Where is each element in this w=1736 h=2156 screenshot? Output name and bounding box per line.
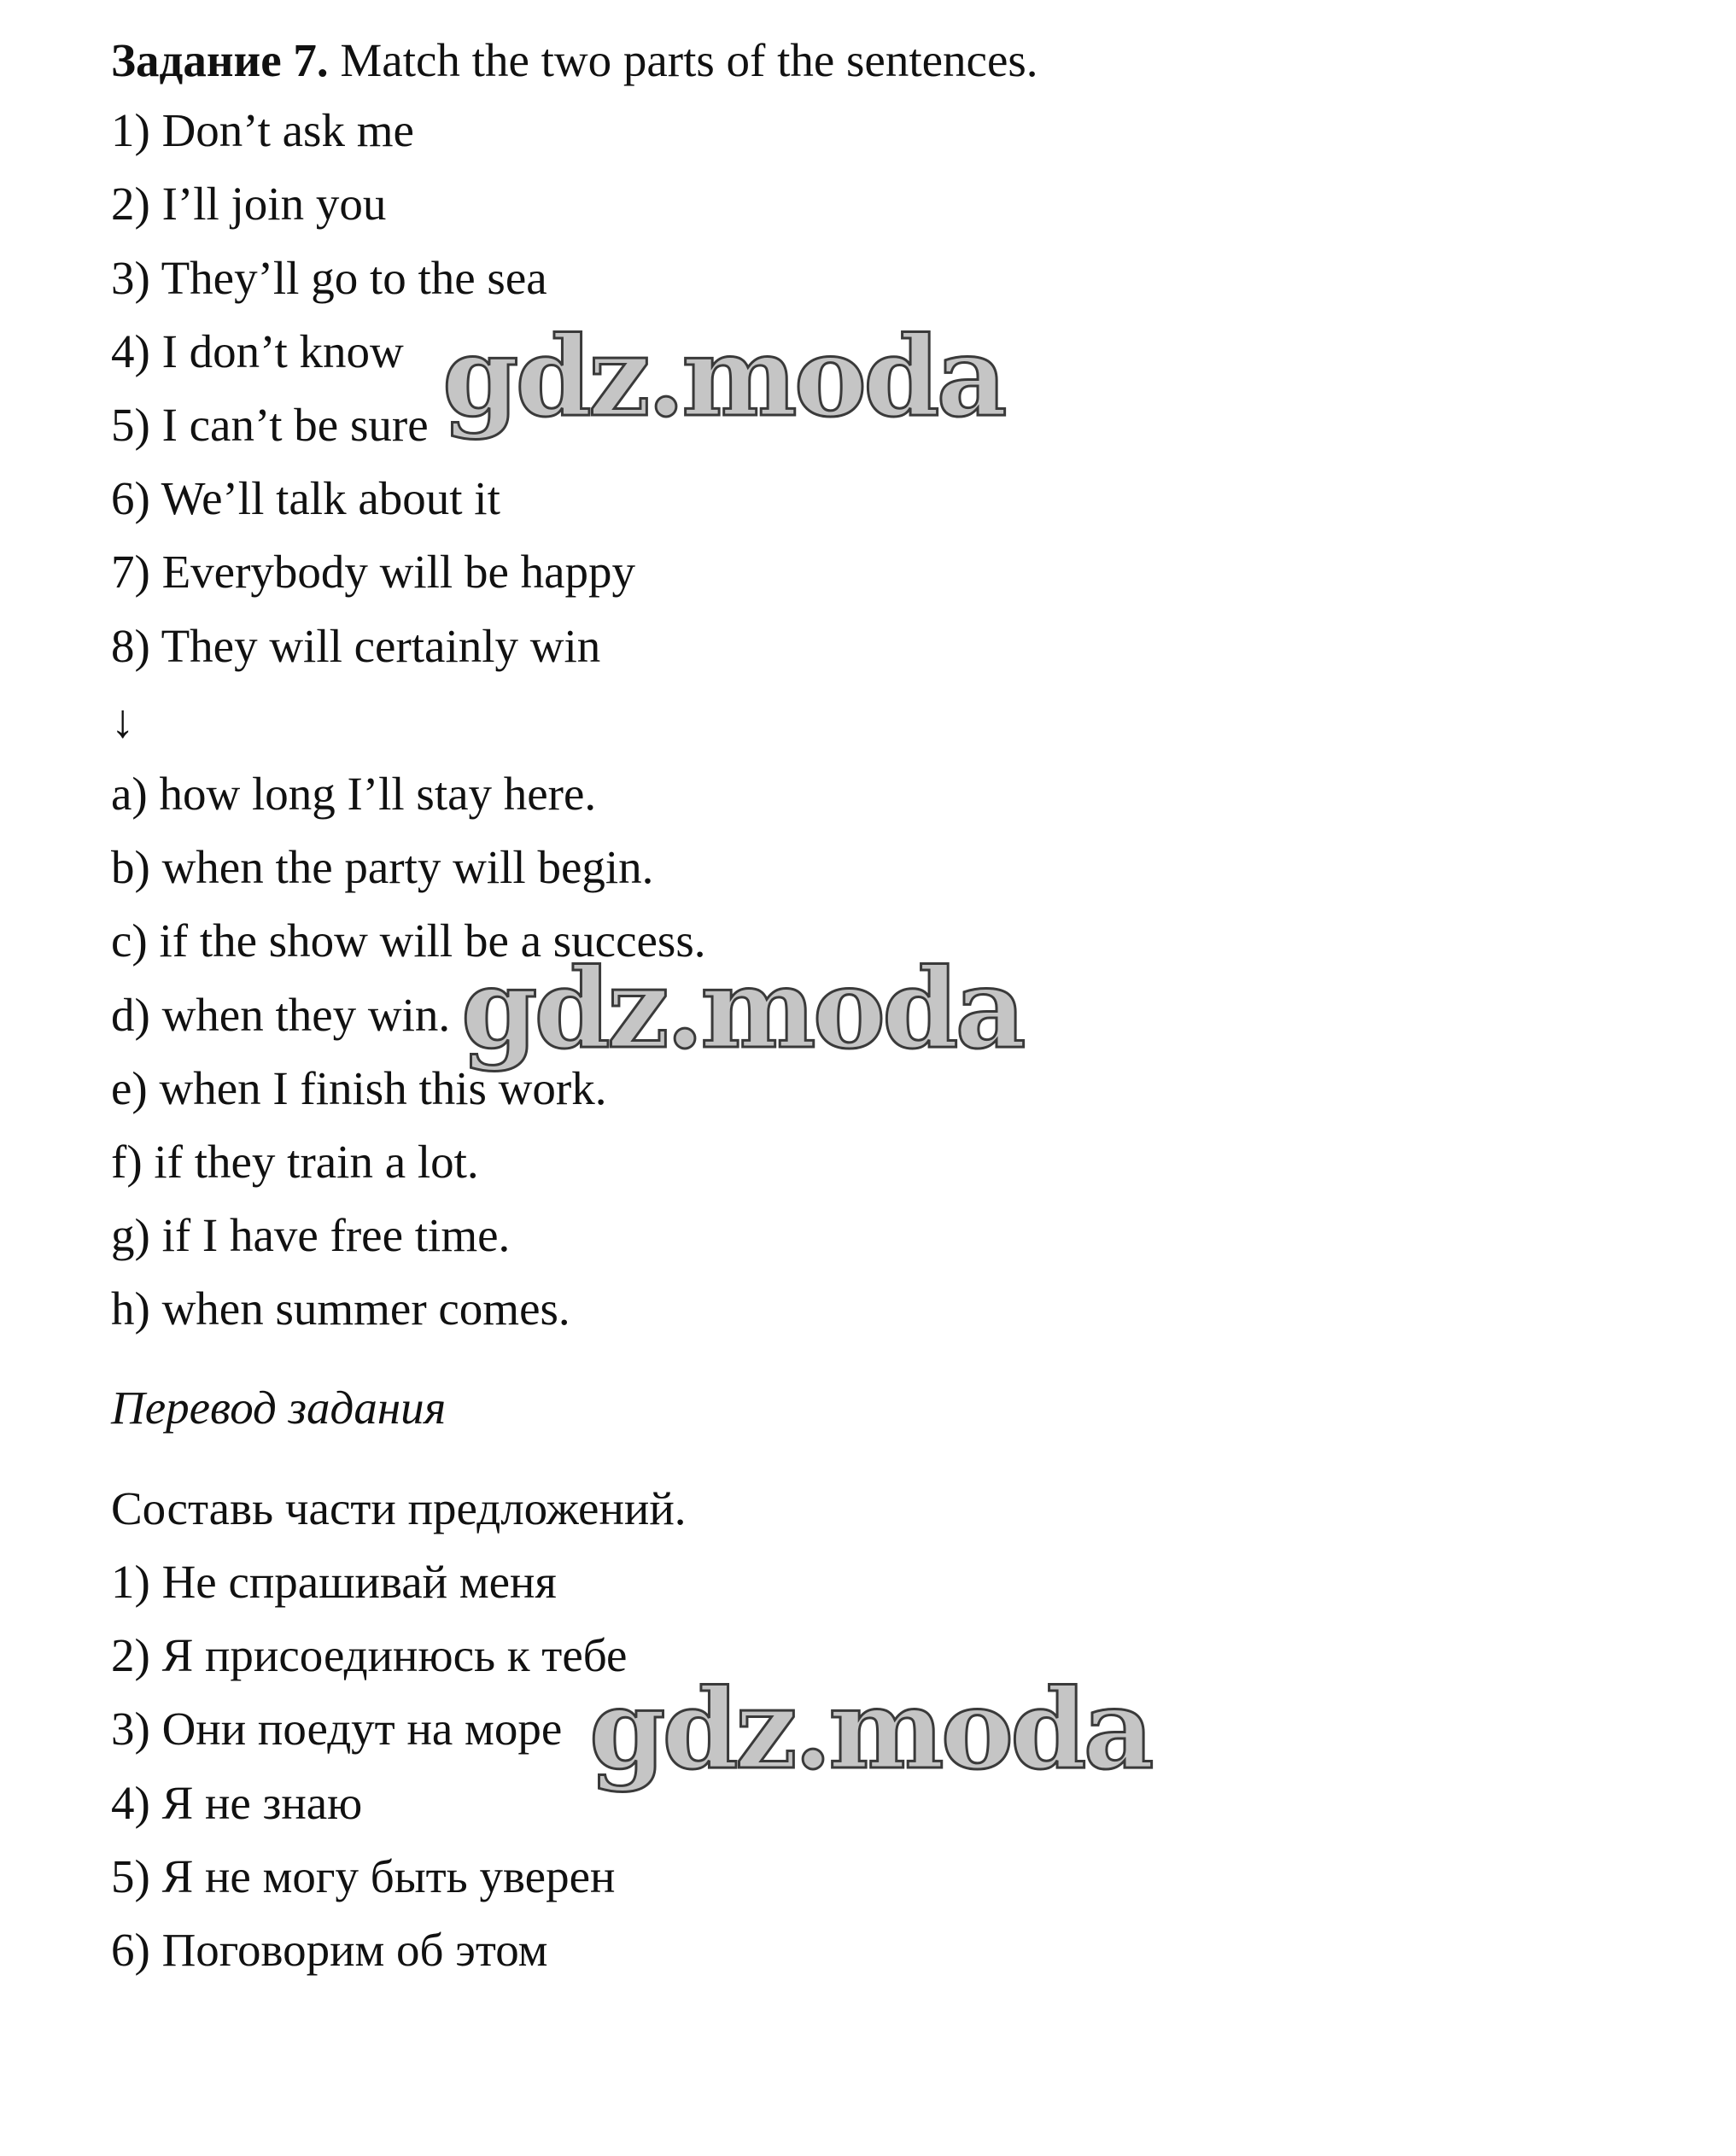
first-part-3: 3) They’ll go to the sea — [111, 252, 547, 304]
first-part-1: 1) Don’t ask me — [111, 104, 414, 156]
first-part-7: 7) Everybody will be happy — [111, 546, 636, 598]
second-part-a: a) how long I’ll stay here. — [111, 768, 597, 820]
first-part-6: 6) We’ll talk about it — [111, 472, 500, 524]
translation-item-2: 2) Я присоединюсь к тебе — [111, 1629, 628, 1681]
second-part-c: c) if the show will be a success. — [111, 914, 706, 967]
translation-heading: Перевод задания — [111, 1382, 447, 1434]
translation-instruction: Составь части предложений. — [111, 1482, 687, 1534]
translation-item-3: 3) Они поедут на море — [111, 1703, 563, 1755]
down-arrow: ↓ — [111, 695, 135, 747]
watermark-logo: gdz.moda — [442, 313, 1004, 441]
second-part-f: f) if they train a lot. — [111, 1136, 479, 1188]
second-part-h: h) when summer comes. — [111, 1282, 570, 1335]
second-part-b: b) when the party will begin. — [111, 841, 654, 893]
task-instruction: Match the two parts of the sentences. — [340, 34, 1038, 86]
translation-item-5: 5) Я не могу быть уверен — [111, 1850, 616, 1902]
first-part-2: 2) I’ll join you — [111, 178, 387, 230]
watermark-logo: gdz.moda — [589, 1666, 1151, 1794]
watermark-logo: gdz.moda — [461, 945, 1023, 1073]
second-part-d: d) when they win. — [111, 989, 451, 1041]
second-part-e: e) when I finish this work. — [111, 1062, 607, 1114]
first-part-4: 4) I don’t know — [111, 325, 404, 377]
first-part-8: 8) They will certainly win — [111, 620, 601, 672]
translation-item-4: 4) Я не знаю — [111, 1777, 363, 1829]
second-part-g: g) if I have free time. — [111, 1209, 511, 1261]
task-label: Задание 7. — [111, 34, 329, 86]
task-header — [111, 31, 1038, 91]
first-part-5: 5) I can’t be sure — [111, 399, 429, 451]
translation-item-1: 1) Не спрашивай меня — [111, 1556, 557, 1608]
translation-item-6: 6) Поговорим об этом — [111, 1924, 548, 1976]
